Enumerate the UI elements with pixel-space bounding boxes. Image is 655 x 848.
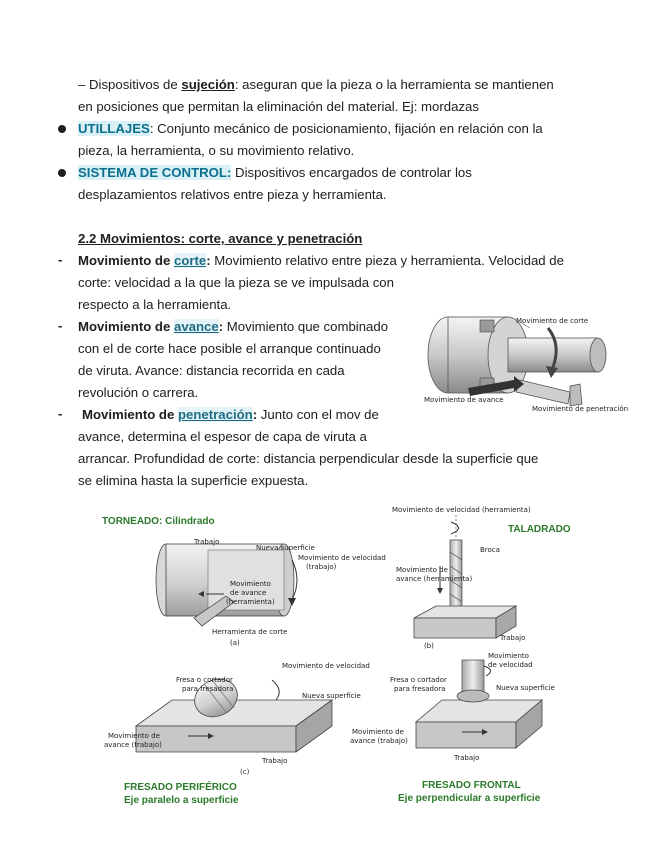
text-span: Movimiento de	[78, 319, 174, 334]
link-avance[interactable]: avance	[173, 319, 219, 334]
label-movimiento-corte: Movimiento de corte	[516, 317, 589, 325]
label-a-mov-avance-2: de avance	[230, 589, 267, 597]
label-b-trabajo: Trabajo	[500, 634, 526, 642]
title-taladrado: TALADRADO	[508, 524, 571, 535]
text-line: arrancar. Profundidad de corte: distancia perpendicular desde la superficie que	[78, 451, 539, 466]
text-line	[82, 406, 379, 424]
keyword-sistema-control: SISTEMA DE CONTROL:	[78, 165, 232, 180]
label-c-fresa-2: para fresadora	[182, 685, 234, 693]
label-a-trabajo: Trabajo	[194, 538, 220, 546]
text-span: : Conjunto mecánico de posicionamiento, fijación en relación con la	[149, 121, 543, 136]
label-a-mov-avance: Movimiento	[230, 580, 271, 588]
label-c-mov-avance: Movimiento de	[108, 732, 160, 740]
text-span: Movimiento de	[82, 407, 178, 422]
title-fresado-periferico: FRESADO PERIFÉRICO	[124, 782, 237, 793]
label-d-mov-avance-2: avance (trabajo)	[350, 737, 408, 745]
label-c-mov-velocidad: Movimiento de velocidad	[282, 662, 370, 670]
label-a-letter: (a)	[230, 639, 240, 647]
text-line: de viruta. Avance: distancia recorrida en cada	[78, 363, 345, 378]
label-a-nueva-superficie: Nueva superficie	[256, 544, 315, 552]
label-d-nueva-superficie: Nueva superficie	[496, 684, 555, 692]
label-d-mov-velocidad: Movimiento	[488, 652, 529, 660]
text-span: :	[218, 319, 224, 334]
text-line: en posiciones que permitan la eliminación del material. Ej: mordazas	[78, 99, 479, 114]
keyword-sujecion: sujeción	[181, 77, 235, 92]
title-fresado-frontal: FRESADO FRONTAL	[422, 780, 521, 791]
text-span: :	[206, 253, 211, 268]
label-c-nueva-superficie: Nueva superficie	[302, 692, 361, 700]
text-span: Junto con el mov de	[257, 407, 379, 422]
label-c-letter: (c)	[240, 768, 250, 776]
text-line: pieza, la herramienta, o su movimiento relativo.	[78, 143, 355, 158]
text-line: respecto a la herramienta.	[78, 297, 232, 312]
machining-operations-figure	[96, 500, 571, 812]
text-line: corte: velocidad a la que la pieza se ve impulsada con	[78, 275, 394, 290]
lathe-motion-figure	[420, 300, 629, 422]
label-b-mov-velocidad: Movimiento de velocidad (herramienta)	[392, 506, 531, 514]
text-span: Dispositivos encargados de controlar los	[231, 165, 472, 180]
label-b-mov-avance: Movimiento de	[396, 566, 448, 574]
label-a-mov-avance-3: (herramienta)	[226, 598, 275, 606]
label-a-mov-velocidad: Movimiento de velocidad	[298, 554, 386, 562]
text-line	[78, 164, 472, 182]
text-line	[78, 252, 564, 270]
section-heading: 2.2 Movimientos: corte, avance y penetración	[78, 231, 363, 246]
text-span: Movimiento de	[78, 253, 174, 268]
label-c-fresa: Fresa o cortador	[176, 676, 233, 684]
label-movimiento-penetracion: Movimiento de penetración	[532, 405, 629, 413]
text-line: avance, determina el espesor de capa de viruta a	[78, 429, 367, 444]
subtitle-fresado-periferico: Eje paralelo a superficie	[124, 795, 239, 806]
label-b-letter: (b)	[424, 642, 434, 650]
link-corte[interactable]: corte	[173, 253, 207, 268]
text-line: desplazamientos relativos entre pieza y herramienta.	[78, 187, 387, 202]
keyword-utillajes: UTILLAJES	[78, 121, 150, 136]
bullet-icon	[58, 169, 66, 177]
text-line: se elimina hasta la superficie expuesta.	[78, 473, 309, 488]
label-d-fresa: Fresa o cortador	[390, 676, 447, 684]
label-movimiento-avance: Movimiento de avance	[424, 396, 504, 404]
label-a-herramienta: Herramienta de corte	[212, 628, 288, 636]
text-span: : aseguran que la pieza o la herramienta se mantienen	[234, 77, 554, 92]
text-span: Movimiento que combinado	[223, 319, 389, 334]
text-line	[78, 76, 554, 94]
label-c-mov-avance-2: avance (trabajo)	[104, 741, 162, 749]
label-d-mov-avance: Movimiento de	[352, 728, 404, 736]
dash-marker: -	[58, 318, 63, 333]
title-torneado: TORNEADO: Cilindrado	[102, 516, 215, 527]
text-span: :	[252, 407, 258, 422]
label-a-mov-velocidad-sub: (trabajo)	[306, 563, 337, 571]
bullet-icon	[58, 125, 66, 133]
label-c-trabajo: Trabajo	[262, 757, 288, 765]
label-b-broca: Broca	[480, 546, 500, 554]
label-d-fresa-2: para fresadora	[394, 685, 446, 693]
link-penetracion[interactable]: penetración	[177, 407, 253, 422]
label-b-mov-avance-2: avance (herramienta)	[396, 575, 473, 583]
text-line: revolución o carrera.	[78, 385, 199, 400]
text-span: Movimiento relativo entre pieza y herramienta. Velocidad de	[210, 253, 564, 268]
text-line	[78, 318, 388, 336]
dash-marker: -	[58, 406, 63, 421]
label-d-mov-velocidad-2: de velocidad	[488, 661, 533, 669]
text-line	[78, 120, 543, 138]
subtitle-fresado-frontal: Eje perpendicular a superficie	[398, 793, 541, 804]
text-span: – Dispositivos de	[78, 77, 182, 92]
text-line: con el de corte hace posible el arranque continuado	[78, 341, 381, 356]
dash-marker: -	[58, 252, 63, 267]
label-d-trabajo: Trabajo	[454, 754, 480, 762]
